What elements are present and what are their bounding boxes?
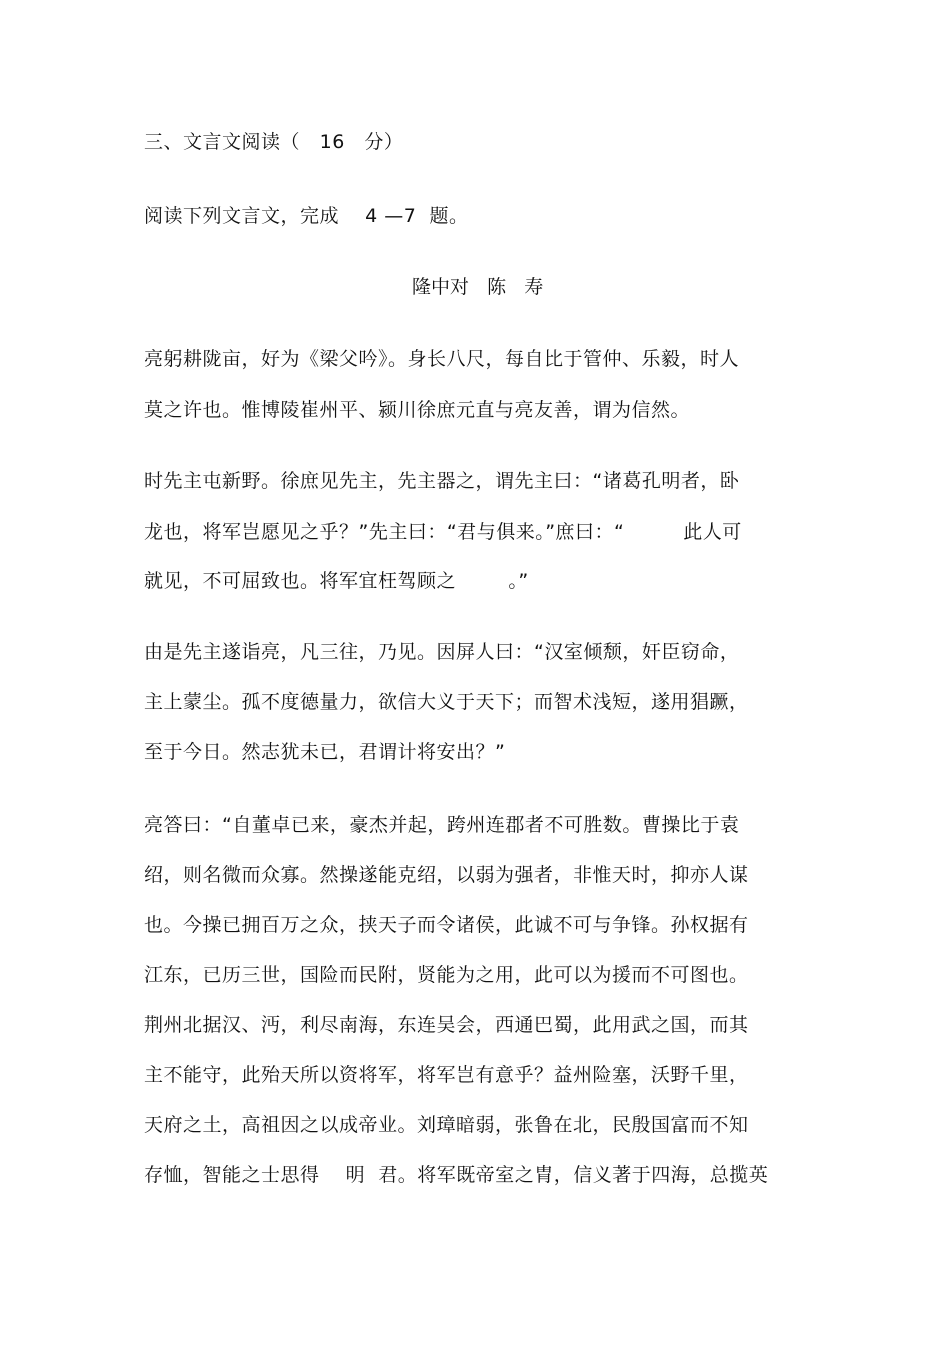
paragraph-line: 亮答曰：“自董卓已来，豪杰并起，跨州连郡者不可胜数。曹操比于袁 — [144, 814, 740, 836]
paragraph-line: 存恤，智能之士思得 明 君。将军既帝室之胄，信义著于四海，总揽英 — [144, 1164, 769, 1186]
paragraph-line: 主上蒙尘。孤不度德量力，欲信大义于天下；而智术浅短，遂用猖蹶， — [144, 691, 749, 713]
paragraph-line: 也。今操已拥百万之众，挟天子而令诸侯，此诚不可与争锋。孙权据有 — [144, 914, 749, 936]
paragraph-line: 至于今日。然志犹未已，君谓计将安出？” — [144, 741, 506, 763]
paragraph-line: 荆州北据汉、沔，利尽南海，东连吴会，西通巴蜀，此用武之国，而其 — [144, 1014, 749, 1036]
passage-title: 隆中对 陈 寿 — [412, 276, 544, 298]
paragraph-line: 天府之土，高祖因之以成帝业。刘璋暗弱，张鲁在北，民殷国富而不知 — [144, 1114, 749, 1136]
paragraph-line: 亮躬耕陇亩，好为《梁父吟》。身长八尺，每自比于管仲、乐毅，时人 — [144, 348, 740, 370]
paragraph-line: 主不能守，此殆天所以资将军，将军岂有意乎？益州险塞，沃野千里， — [144, 1064, 749, 1086]
paragraph-line: 江东，已历三世，国险而民附，贤能为之用，此可以为援而不可图也。 — [144, 964, 749, 986]
paragraph-line: 由是先主遂诣亮，凡三往，乃见。因屏人曰：“汉室倾颓，奸臣窃命， — [144, 641, 740, 663]
paragraph-line: 时先主屯新野。徐庶见先主，先主器之，谓先主曰：“诸葛孔明者，卧 — [144, 470, 740, 492]
section-heading: 三、文言文阅读（ 16 分） — [144, 131, 404, 153]
paragraph-line: 绍，则名微而众寡。然操遂能克绍，以弱为强者，非惟天时，抑亦人谋 — [144, 864, 749, 886]
paragraph-line: 莫之许也。惟博陵崔州平、颍川徐庶元直与亮友善，谓为信然。 — [144, 399, 691, 421]
paragraph-line: 就见，不可屈致也。将军宜枉驾顾之 。” — [144, 570, 529, 592]
paragraph-line: 龙也，将军岂愿见之乎？”先主曰：“君与俱来。”庶曰：“ 此人可 — [144, 521, 742, 543]
instruction-text: 阅读下列文言文，完成 4 —7 题。 — [144, 205, 469, 227]
